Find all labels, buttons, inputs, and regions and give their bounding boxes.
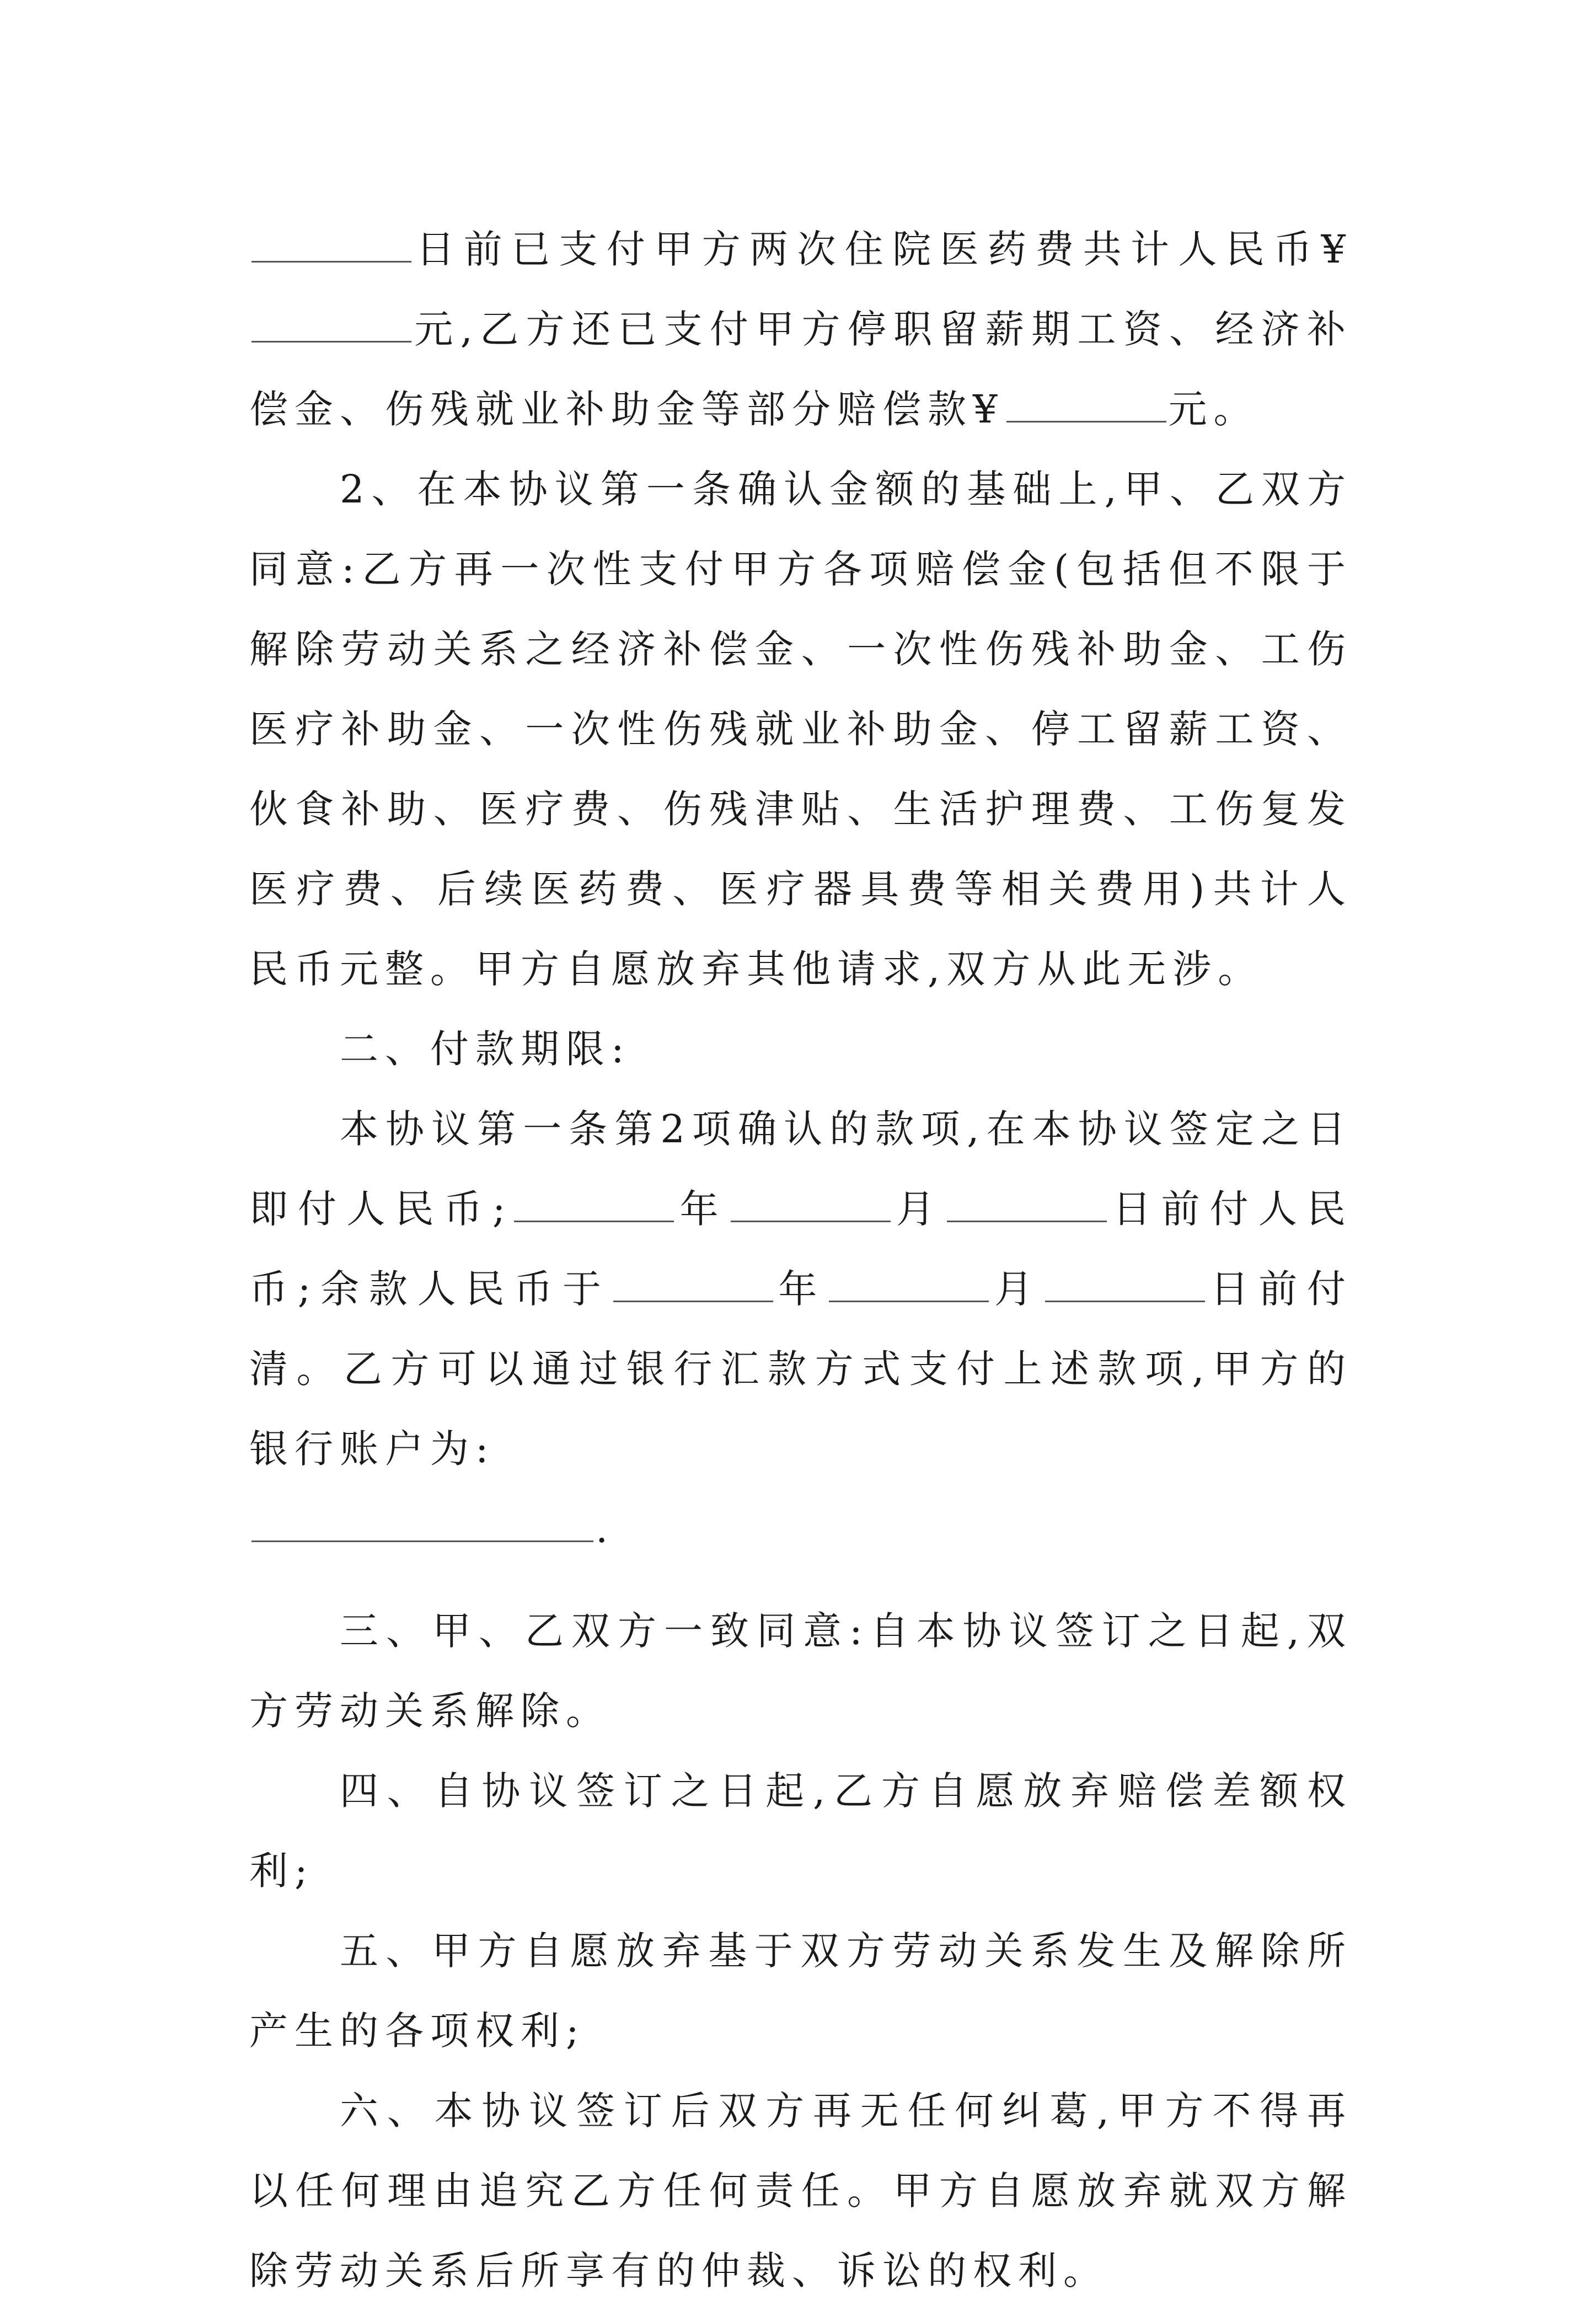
blank-date bbox=[251, 250, 411, 263]
text-fragment: 月 bbox=[892, 1186, 945, 1232]
text-fragment: 年 bbox=[775, 1266, 827, 1312]
paragraph-clause-6: 六、本协议签订后双方再无任何纠葛,甲方不得再以任何理由追究乙方任何责任。甲方自愿放弃就双方解除劳动关系后所享有的仲裁、诉讼的权利。 bbox=[249, 2088, 1352, 2293]
spacer bbox=[249, 1569, 1352, 1591]
text-fragment: 月 bbox=[991, 1266, 1043, 1312]
text-fragment: ¥ bbox=[1321, 227, 1352, 272]
text-fragment: . bbox=[596, 1506, 615, 1552]
text-fragment: 本协议第一条第2项确认的款项,在本协议签定之日即付人民币; bbox=[249, 1106, 1352, 1232]
blank-year bbox=[514, 1210, 674, 1222]
paragraph-clause-2: 2、在本协议第一条确认金额的基础上,甲、乙双方同意:乙方再一次性支付甲方各项赔偿金(包括但不限于解除劳动关系之经济补偿金、一次性伤残补助金、工伤医疗补助金、一次性伤残就业补助金、停工留薪工资、伙食补助、医疗费、伤残津贴、生活护理费、工伤复发医疗费、后续医药费、医疗器具费等相关费用)共计人民币元整。甲方自愿放弃其他请求,双方从此无涉。 bbox=[249, 467, 1352, 992]
paragraph-clause-3: 三、甲、乙双方一致同意:自本协议签订之日起,双方劳动关系解除。 bbox=[249, 1608, 1352, 1734]
section-heading-payment-term: 二、付款期限: bbox=[340, 1026, 631, 1072]
paragraph-payment-made bbox=[249, 210, 1352, 450]
blank-day bbox=[947, 1210, 1107, 1222]
text-fragment: 日前已支付甲方两次住院医药费共计人民币 bbox=[414, 227, 1321, 272]
text-fragment: 元。 bbox=[1168, 387, 1259, 432]
blank-amount bbox=[1006, 410, 1166, 422]
paragraph-payment-term bbox=[249, 1089, 1352, 1569]
blank-amount bbox=[251, 330, 411, 343]
paragraph-clause-5: 五、甲方自愿放弃基于双方劳动关系发生及解除所产生的各项权利; bbox=[249, 1928, 1352, 2053]
blank-month bbox=[731, 1210, 891, 1222]
blank-month bbox=[829, 1290, 989, 1302]
paragraph-clause-4: 四、自协议签订之日起,乙方自愿放弃赔偿差额权利; bbox=[249, 1768, 1352, 1893]
text-fragment: 日前付清。乙方可以通过银行汇款方式支付上述款项,甲方的银行账户为: bbox=[249, 1266, 1353, 1472]
text-fragment: 元,乙方还已支付甲方停职留薪期工资、经济补偿金、伤残就业补助金等部分赔偿款¥ bbox=[249, 307, 1352, 432]
blank-year bbox=[613, 1290, 773, 1302]
text-fragment: 日前付人民币;余款人民币于 bbox=[249, 1186, 1352, 1312]
blank-day bbox=[1045, 1290, 1205, 1302]
text-fragment: 年 bbox=[676, 1186, 729, 1232]
document-body bbox=[249, 210, 1352, 2311]
blank-bank-account bbox=[251, 1529, 593, 1542]
